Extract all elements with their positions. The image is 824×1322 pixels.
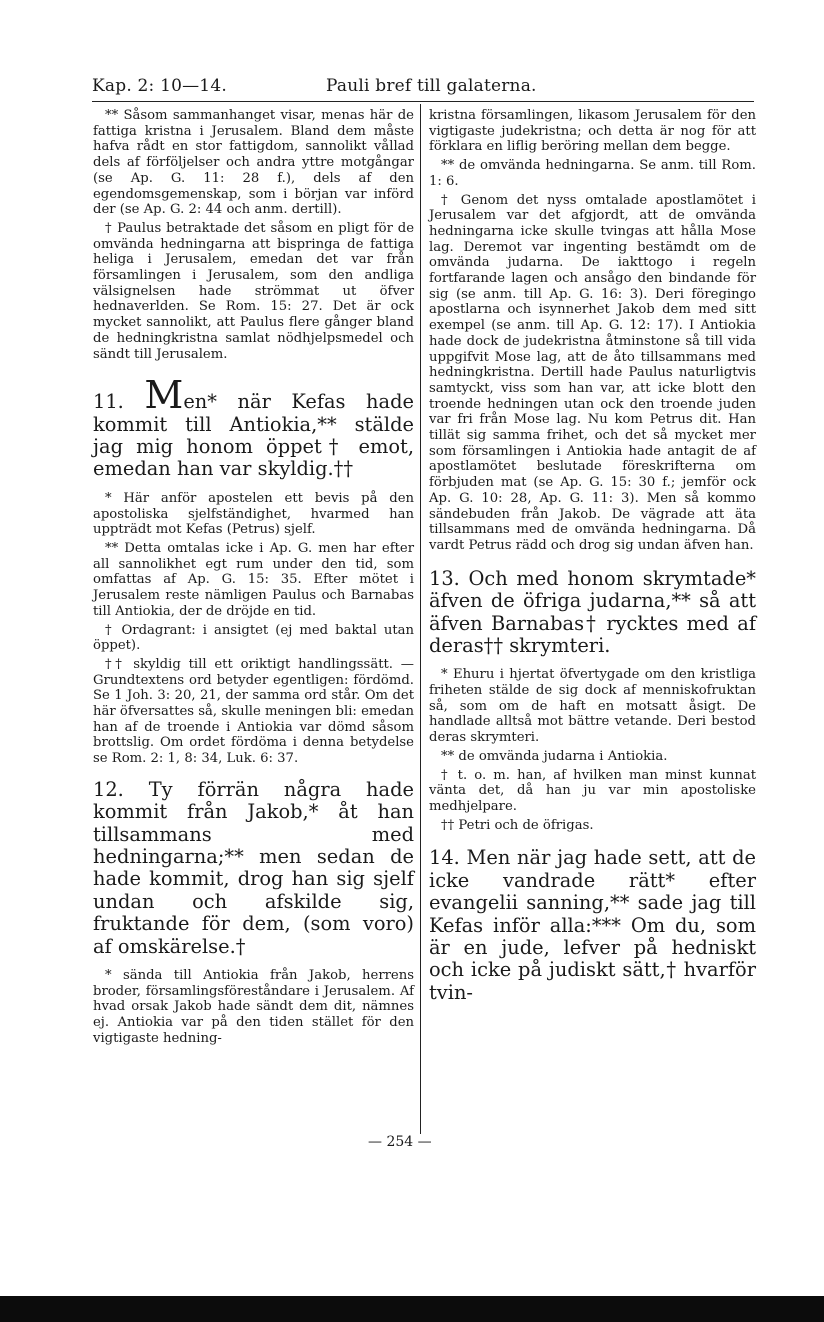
footnote-13-a: * Ehuru i hjertat öfvertygade om den kristliga friheten stälde de sig dock af menniskofruktan så, som om de haft en motsatt åsigt. De handlade alltså mot bättre vetande. Deri bestod deras skrymteri.: [429, 667, 756, 746]
verse-12: 12. Ty förrän några hade kommit från Jakob,* åt han tillsammans med hedningarna;** men sedan de hade kommit, drog han sig sjelf undan och afskilde sig, fruktande för dem, (som voro) af omskärelse.†: [93, 777, 414, 958]
verse-13: 13. Och med honom skrymtade* äfven de öfriga judarna,** så att äfven Barnabas† rycktes med af deras†† skrymteri.: [429, 566, 756, 657]
footnote-12-a: * sända till Antiokia från Jakob, herrens broder, församlingsföreståndare i Jerusalem. Af hvad orsak Jakob hade sändt dem dit, nämnes ej. Antiokia var på den tiden stället för den vigtigaste hedning-: [93, 968, 414, 1046]
footnote-paulus: † Paulus betraktade det såsom en pligt för de omvända hedningarna att bispringa de fattiga heliga i Jerusalem, emedan det var från församlingen i Jerusalem, som den andliga välsignelsen hade strömmat ut öfver hednaverlden. Se Rom. 15: 27. Det är ock mycket sannolikt, att Paulus flere gånger bland de hedningkristna samlat nödhjelpsmedel och sändt till Jerusalem.: [93, 220, 414, 362]
verse-11: [93, 373, 414, 481]
verse-11-initial: M: [144, 373, 184, 418]
scan-edge: [0, 1296, 824, 1322]
footnote-11-a: * Här anför apostelen ett bevis på den apostoliska sjelfständighet, hvarmed han uppträdt mot Kefas (Petrus) sjelf.: [93, 490, 414, 538]
verse-11-text: en* när Kefas hade kommit till Antiokia,** stälde jag mig honom öppet† emot, emedan han var skyldig.††: [93, 390, 414, 481]
right-column: [429, 108, 756, 1014]
verse-11-number: 11.: [93, 390, 124, 414]
footnote-12-a-continued: kristna församlingen, likasom Jerusalem för den vigtigaste judekristna; och detta är nog för att förklara en liflig beröring mellan dem begge.: [429, 108, 756, 155]
book-title: Pauli bref till galaterna.: [326, 76, 537, 96]
running-header: [92, 76, 754, 102]
header-rule: [92, 101, 754, 102]
footnote-12-b: ** de omvända hedningarna. Se anm. till Rom. 1: 6.: [429, 158, 756, 189]
footnote-jerusalem: ** Såsom sammanhanget visar, menas här de fattiga kristna i Jerusalem. Bland dem måste hafva rådt en stor fattigdom, sannolikt vållad dels af förföljelser och andra yttre motgångar (se Ap. G. 11: 28 f.), dels af den egendomsgemenskap, som i början var införd der (se Ap. G. 2: 44 och anm. dertill).: [93, 108, 414, 218]
footnote-13-d: †† Petri och de öfrigas.: [441, 817, 594, 833]
footnote-11-b: ** Detta omtalas icke i Ap. G. men har efter all sannolikhet egt rum under den tid, som omfattas af Ap. G. 15: 35. Efter mötet i Jerusalem reste nämligen Paulus och Barnabas till Antiokia, der de dröjde en tid.: [93, 540, 414, 619]
footnote-11-d: †† skyldig till ett oriktigt handlingssätt. — Grundtextens ord betyder egentligen: fördömd. Se 1 Joh. 3: 20, 21, der samma ord står. Om det här öfversattes så, skulle meningen bli: emedan han af de troende i Antiokia var dömd såsom brottslig. Om ordet fördöma i denna betydelse se Rom. 2: 1, 8: 34, Luk. 6: 37.: [93, 656, 414, 767]
column-divider: [420, 104, 421, 1134]
footnote-11-c: † Ordagrant: i ansigtet (ej med baktal utan öppet).: [93, 622, 414, 654]
left-column: [93, 108, 414, 1050]
page-number: — 254 —: [368, 1134, 432, 1150]
verse-14: 14. Men när jag hade sett, att de icke vandrade rätt* efter evangelii sanning,** sade jag till Kefas inför alla:*** Om du, som är en jude, lefver på hedniskt och icke på judiskt sätt,† hvarför tvin-: [429, 846, 756, 1004]
footnote-12-c: † Genom det nyss omtalade apostlamötet i Jerusalem var det afgjordt, att de omvända hedningarna icke skulle tvingas att hålla Mose lag. Deremot var ingenting bestämdt om de omvända judarna. De iakttogo i regeln fortfarande lagen och ansågo den bindande för sig (se anm. till Ap. G. 16: 3). Deri föregingo apostlarna och isynnerhet Jakob dem med sitt exempel (se anm. till Ap. G. 12: 17). I Antiokia hade dock de judekristna åtminstone så till vida uppgifvit Mose lag, att de åto tillsammans med hedningkristna. Dertill hade Paulus naturligtvis samtyckt, viss som han var, att icke blott den troende hedningen utan ock den troende juden var fri från Mose lag. Nu kom Petrus dit. Han tillät sig samma frihet, och det så mycket mer som församlingen i Antiokia hade antagit de af apostlamötet beslutade föreskrifterna om förbjuden mat (se Ap. G. 15: 30 f.; jemför ock Ap. G. 10: 28, Ap. G. 11: 3). Men så kommo sändebuden från Jakob. De vägrade att äta tillsammans med de omvända hedningarna. Då vardt Petrus rädd och drog sig undan äfven han.: [429, 192, 756, 553]
footnote-13-c: † t. o. m. han, af hvilken man minst kunnat vänta det, då han ju var min apostoliske medhjelpare.: [429, 767, 756, 814]
chapter-reference: Kap. 2: 10—14.: [92, 76, 227, 96]
footnote-13-b: ** de omvända judarna i Antiokia.: [441, 748, 668, 764]
